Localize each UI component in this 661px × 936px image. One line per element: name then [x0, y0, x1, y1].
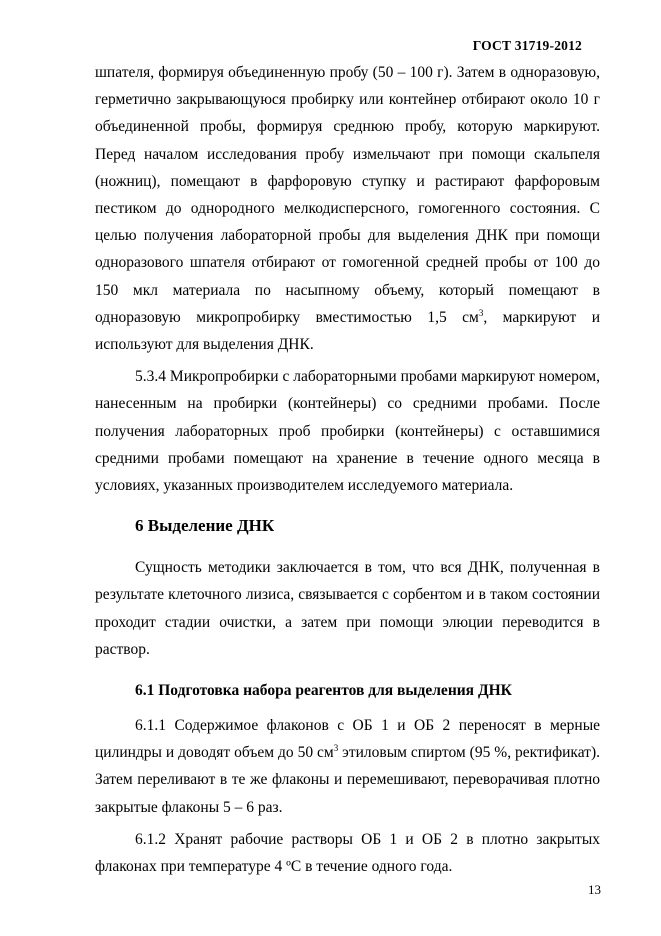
document-header: ГОСТ 31719-2012	[472, 38, 582, 53]
paragraph-5-3-4: 5.3.4 Микропробирки с лабораторными пробами маркируют номером, нанесенным на пробирки (контейнеры) со средними пробами. После получения лабораторных проб пробирки (контейнеры) с оставшимися средними пробами помещают на хранение в течение одного месяца в условиях, указанных производителем исследуемого материала.	[95, 368, 600, 495]
paragraph-6-1-2: 6.1.2 Хранят рабочие растворы ОБ 1 и ОБ 2 в плотно закрытых флаконах при температуре 4 ºС в течение одного года.	[95, 830, 600, 876]
superscript: 3	[478, 307, 484, 318]
document-body	[95, 59, 600, 880]
paragraph-6-1-1	[95, 712, 600, 821]
paragraph-text: этиловым спиртом (95 %, ректификат). Затем переливают в те же флаконы и перемешивают, переворачивая плотно закрытые флаконы 5 – 6 раз.	[95, 744, 600, 816]
subsection-heading-6-1: 6.1 Подготовка набора реагентов для выделения ДНК	[135, 682, 512, 700]
paragraph-text: шпателя, формируя объединенную пробу (50 – 100 г). Затем в одноразовую, герметично закрывающуюся пробирку или контейнер отбирают около 10 г объединенной пробы, формируя среднюю пробу, которую маркируют. Перед началом исследования пробу измельчают при помощи скальпеля (ножниц), помещают в фарфоровую ступку и растирают фарфоровым пестиком до однородного мелкодисперсного, гомогенного состояния. С целью получения лабораторной пробы для выделения ДНК при помощи одноразового шпателя отбирают от гомогенной средней пробы от 100 до 150 мкл материала по насыпному объему, который помещают в одноразовую микропробирку вместимостью 1,5 см	[95, 64, 600, 326]
paragraph-text: 6.1.1 Содержимое флаконов с ОБ 1 и ОБ 2 переносят в мерные цилиндры и доводят объем до 50 см	[95, 717, 600, 762]
page-number: 13	[588, 882, 601, 897]
paragraph-text: , маркируют и используют для выделения ДНК.	[95, 308, 600, 354]
superscript: 3	[333, 743, 339, 754]
paragraph-method-essence: Сущность методики заключается в том, что вся ДНК, полученная в результате клеточного лизиса, связывается с сорбентом и в таком состоянии проходит стадии очистки, а затем при помощи элюции переводится в раствор.	[95, 559, 600, 658]
section-heading-6: 6 Выделение ДНК	[135, 516, 275, 536]
paragraph-sample-prep	[95, 59, 600, 358]
